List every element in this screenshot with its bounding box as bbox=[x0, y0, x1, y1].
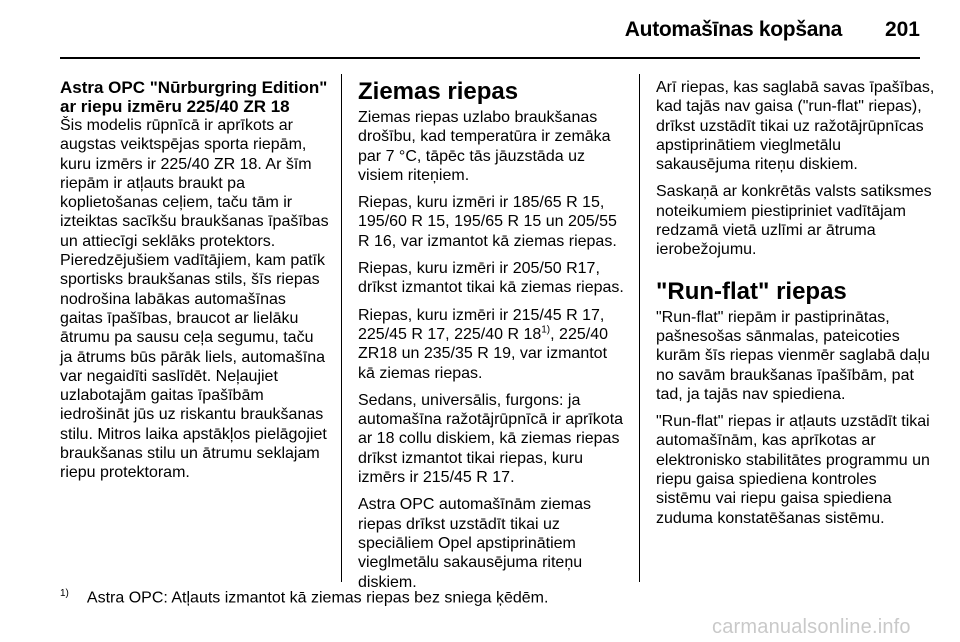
winter-paragraph-3: Riepas, kuru izmēri ir 205/50 R17, drīkst izmantot tikai kā ziemas riepas. bbox=[358, 260, 624, 297]
winter-paragraph-2: Riepas, kuru izmēri ir 185/65 R 15, 195/60 R 15, 195/65 R 15 un 205/55 R 16, var izmantot kā ziemas riepas. bbox=[358, 194, 617, 250]
footnote bbox=[60, 588, 920, 607]
column-divider-2 bbox=[639, 74, 640, 582]
runflat-intro-paragraph: Arī riepas, kas saglabā savas īpašības, kad tajās nav gaisa ("run-flat" riepas), drīkst uzstādīt tikai uz ražotājrūpnīcas apstiprinātiem vieglmetālu sakausējuma riteņu diskiem. bbox=[656, 79, 935, 174]
winter-tyres-heading: Ziemas riepas bbox=[358, 78, 519, 105]
page-number: 201 bbox=[884, 18, 920, 41]
winter-paragraph-6: Astra OPC automašīnām ziemas riepas drīkst uzstādīt tikai uz speciāliem Opel apstiprinātiem vieglmetālu sakausējuma riteņu diskiem. bbox=[358, 496, 591, 591]
page-header bbox=[60, 14, 920, 44]
column-3 bbox=[656, 78, 936, 536]
column-divider-1 bbox=[341, 74, 342, 582]
watermark: carmanualsonline.info bbox=[712, 616, 911, 638]
runflat-paragraph-1: "Run-flat" riepām ir pastiprinātas, pašnesošas sānmalas, pateicoties kurām šīs riepas vienmēr saglabā daļu no savām braukšanas īpašībām, pat tad, ja tajās nav spiediena. bbox=[656, 308, 930, 403]
column-2 bbox=[358, 78, 628, 600]
speed-sticker-paragraph: Saskaņā ar konkrētās valsts satiksmes noteikumiem piestipriniet vadītājam redzamā vietā uzlīmi ar ātruma ierobežojumu. bbox=[656, 183, 932, 259]
runflat-paragraph-2: "Run-flat" riepas ir atļauts uzstādīt tikai automašīnām, kas aprīkotas ar elektronisko stabilitātes programmu un riepu gaisa spiediena kontroles sistēmu vai riepu gaisa spiediena zuduma konstatēšanas sistēmu. bbox=[656, 413, 930, 527]
column-1 bbox=[60, 78, 330, 491]
opc-heading: Astra OPC "Nūrburgring Edition" ar riepu izmēru 225/40 ZR 18 bbox=[60, 78, 328, 116]
section-title: Automašīnas kopšana bbox=[624, 18, 842, 41]
footnote-reference[interactable]: 1) bbox=[541, 324, 551, 336]
winter-paragraph-5: Sedans, universālis, furgons: ja automašīna ražotājrūpnīcā ir aprīkota ar 18 collu diskiem, kā ziemas riepas drīkst izmantot tikai riepas, kuru izmērs ir 215/45 R 17. bbox=[358, 391, 624, 487]
header-rule bbox=[60, 57, 920, 59]
footnote-number: 1) bbox=[60, 588, 69, 599]
winter-paragraph-4 bbox=[358, 306, 628, 383]
runflat-heading: "Run-flat" riepas bbox=[656, 277, 847, 305]
winter-paragraph-4-part-a: Riepas, kuru izmēri ir 215/45 R 17, 225/45 R 17, 225/40 R 18 bbox=[358, 306, 605, 343]
winter-paragraph-4-part-b: , 225/40 ZR18 un 235/35 R 19, var izmantot kā ziemas riepas. bbox=[358, 325, 608, 382]
footnote-text: Astra OPC: Atļauts izmantot kā ziemas riepas bez sniega ķēdēm. bbox=[86, 589, 549, 607]
opc-paragraph: Šis modelis rūpnīcā ir aprīkots ar augstas veiktspējas sporta riepām, kuru izmērs ir 225/40 ZR 18. Ar šīm riepām ir atļauts braukt pa koplietošanas ceļiem, taču tām ir izteiktas sacīkšu braukšanas īpašības un attiecīgi seklāks protektors. Pieredzējušiem vadītājiem, kam patīk sportisks braukšanas stils, šīs riepas nodrošina labākas automašīnas gaitas īpašības, braucot ar lielāku ātrumu pa sausu ceļa segumu, taču ja ātrums būs pārāk liels, automašīna var negaidīti saslīdēt. Neļaujiet uzlabotajām gaitas īpašībām iedrošināt jūs uz riskantu braukšanas stilu. Mitros laika apstākļos pielāgojiet braukšanas stilu un ātrumu seklajam riepu protektoram. bbox=[60, 117, 329, 482]
winter-paragraph-1: Ziemas riepas uzlabo braukšanas drošību, kad temperatūra ir zemāka par 7 °C, tāpēc tās jāuzstāda uz visiem riteņiem. bbox=[358, 109, 611, 184]
